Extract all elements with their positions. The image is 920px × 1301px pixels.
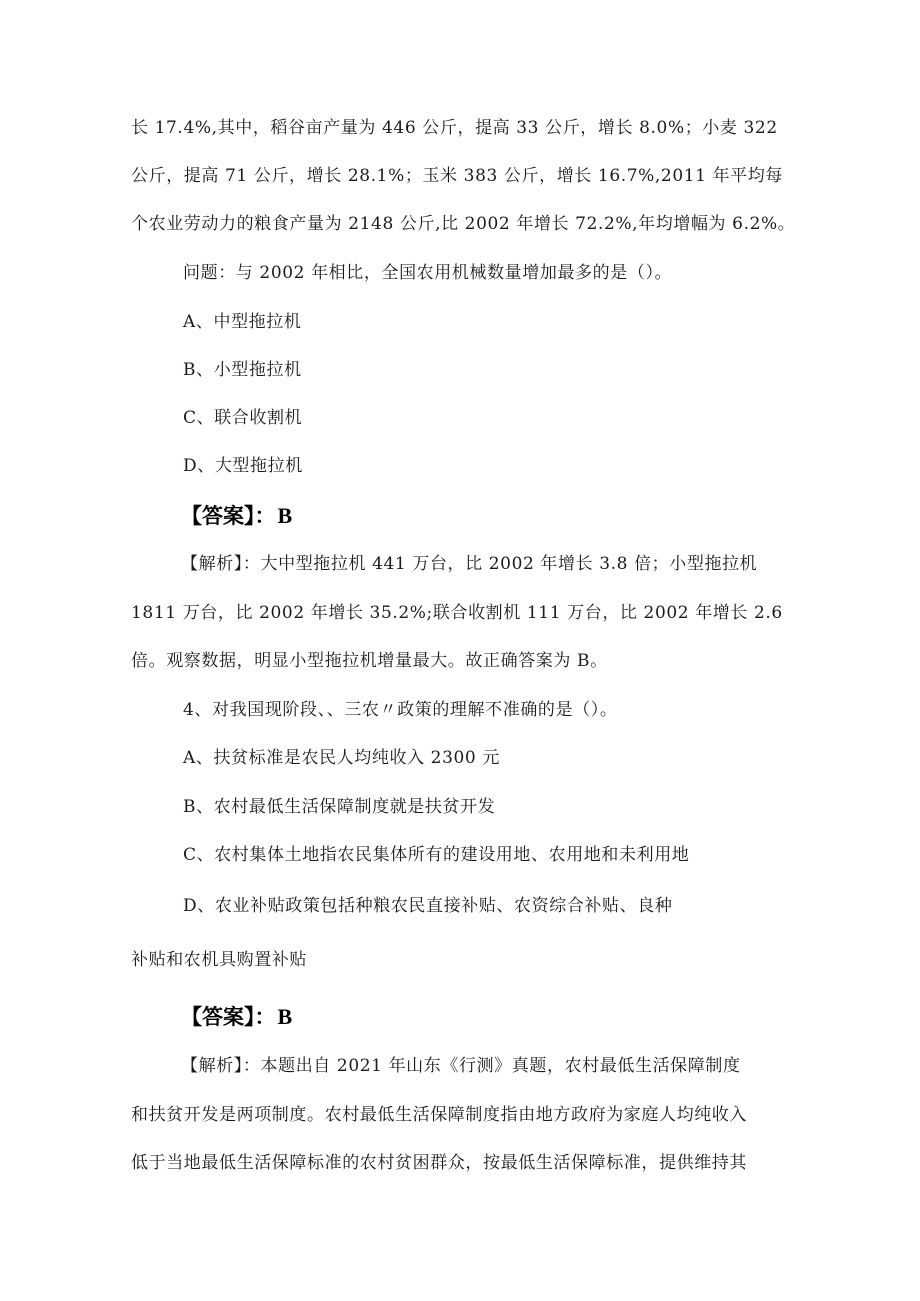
option-b: B、小型拖拉机 [183,360,302,380]
analysis-line: 低于当地最低生活保障标准的农村贫困群众，按最低生活保障标准，提供维持其 [131,1153,747,1173]
analysis-line: 【解析】：本题出自 2021 年山东《行测》真题，农村最低生活保障制度 [181,1056,741,1076]
analysis-line: 【解析】：大中型拖拉机 441 万台，比 2002 年增长 3.8 倍；小型拖拉机 [181,554,758,574]
option-a: A、扶贫标准是农民人均纯收入 2300 元 [183,748,500,768]
option-a: A、中型拖拉机 [183,312,302,332]
option-d: D、农业补贴政策包括种粮农民直接补贴、农资综合补贴、良种 [183,896,673,916]
answer-label: 【答案】： [181,504,276,528]
option-d: D、大型拖拉机 [183,456,303,476]
analysis-line: 1811 万台，比 2002 年增长 35.2%;联合收割机 111 万台，比 2002 年增长 2.6 [131,603,783,623]
answer-value: B [277,503,293,528]
answer-line [181,1003,292,1031]
option-b: B、农村最低生活保障制度就是扶贫开发 [183,797,496,817]
question-stem: 问题：与 2002 年相比，全国农用机械数量增加最多的是（）。 [183,263,673,283]
answer-value: B [277,1004,293,1029]
analysis-line: 和扶贫开发是两项制度。农村最低生活保障制度指由地方政府为家庭人均纯收入 [131,1105,747,1125]
paragraph-line: 个农业劳动力的粮食产量为 2148 公斤,比 2002 年增长 72.2%,年均增幅为 6.2%。 [131,214,796,234]
question-stem: 4、对我国现阶段、、三农〃政策的理解不准确的是（）。 [183,700,618,720]
paragraph-line: 公斤，提高 71 公斤，增长 28.1%；玉米 383 公斤，增长 16.7%,2011 年平均每 [131,166,783,186]
answer-label: 【答案】： [181,1005,276,1029]
answer-line [181,502,292,530]
option-c: C、联合收割机 [183,408,303,428]
option-d-continuation: 补贴和农机具购置补贴 [131,950,307,970]
paragraph-line: 长 17.4%,其中，稻谷亩产量为 446 公斤，提高 33 公斤，增长 8.0%；小麦 322 [131,118,778,138]
option-c: C、农村集体土地指农民集体所有的建设用地、农用地和未利用地 [183,845,690,865]
analysis-line: 倍。观察数据，明显小型拖拉机增量最大。故正确答案为 B。 [131,651,608,671]
